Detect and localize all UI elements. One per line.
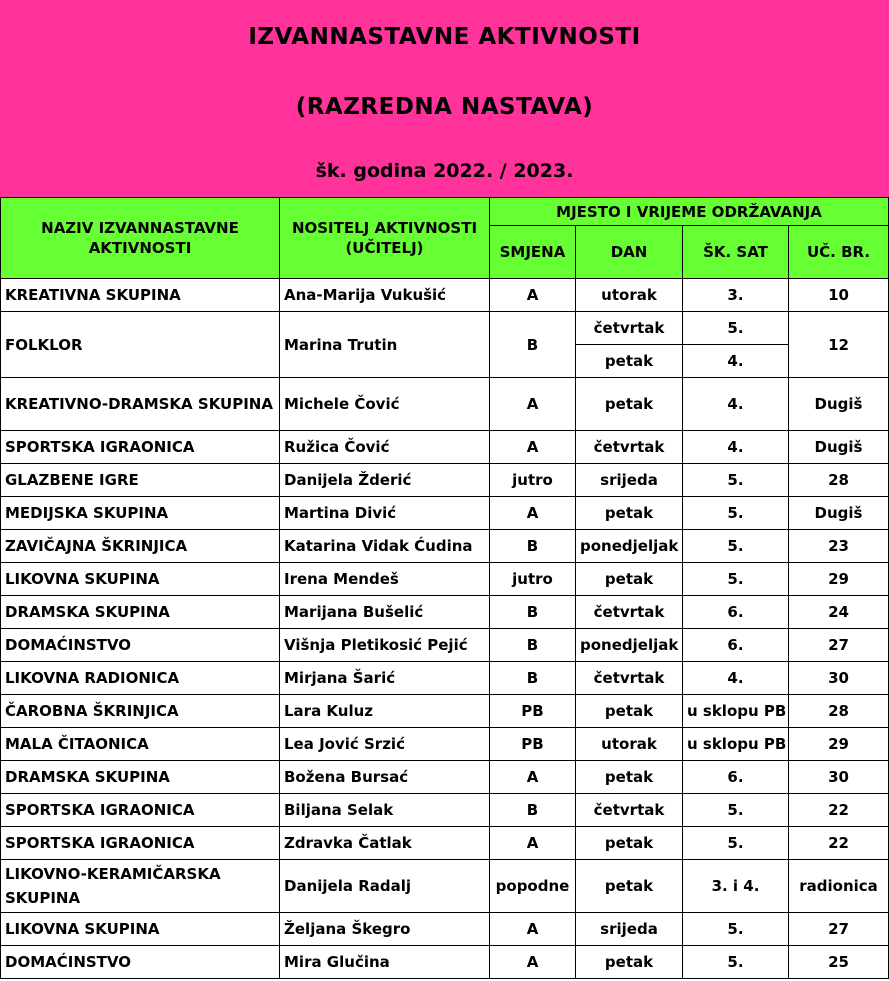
- teacher-cell: Ana-Marija Vukušić: [280, 279, 490, 312]
- room-cell: 23: [789, 530, 889, 563]
- shift-cell: B: [490, 662, 576, 695]
- activity-cell: SPORTSKA IGRAONICA: [1, 827, 280, 860]
- room-cell: radionica: [789, 860, 889, 913]
- period-cell: 3. i 4.: [683, 860, 789, 913]
- period-cell: 4.: [683, 378, 789, 431]
- period-cell: u sklopu PB: [683, 728, 789, 761]
- room-cell: Dugiš: [789, 497, 889, 530]
- teacher-cell: Željana Škegro: [280, 913, 490, 946]
- shift-cell: B: [490, 312, 576, 378]
- table-row: [1, 827, 889, 860]
- day-cell: petak: [576, 378, 683, 431]
- shift-cell: A: [490, 761, 576, 794]
- table-row: [1, 913, 889, 946]
- teacher-cell: Michele Čović: [280, 378, 490, 431]
- table-row: [1, 563, 889, 596]
- table-row: [1, 530, 889, 563]
- activity-cell: LIKOVNO-KERAMIČARSKA SKUPINA: [1, 860, 280, 913]
- teacher-cell: Danijela Radalj: [280, 860, 490, 913]
- day-cell: četvrtak: [576, 662, 683, 695]
- period-cell: 5.: [683, 946, 789, 979]
- header-teacher: NOSITELJ AKTIVNOSTI (UČITELJ): [280, 198, 490, 279]
- day-cell: petak: [576, 695, 683, 728]
- activity-cell: ČAROBNA ŠKRINJICA: [1, 695, 280, 728]
- period-cell: u sklopu PB: [683, 695, 789, 728]
- period-cell: 5.: [683, 794, 789, 827]
- table-row: [1, 860, 889, 913]
- activity-cell: FOLKLOR: [1, 312, 280, 378]
- teacher-cell: Mirjana Šarić: [280, 662, 490, 695]
- teacher-cell: Božena Bursać: [280, 761, 490, 794]
- shift-cell: A: [490, 431, 576, 464]
- room-cell: 29: [789, 728, 889, 761]
- header-room: UČ. BR.: [789, 226, 889, 279]
- activity-cell: KREATIVNO-DRAMSKA SKUPINA: [1, 378, 280, 431]
- period-cell: 5.: [683, 464, 789, 497]
- activity-cell: KREATIVNA SKUPINA: [1, 279, 280, 312]
- day-cell: petak: [576, 860, 683, 913]
- teacher-cell: Martina Divić: [280, 497, 490, 530]
- room-cell: Dugiš: [789, 378, 889, 431]
- activity-cell: LIKOVNA SKUPINA: [1, 913, 280, 946]
- day-cell: četvrtak: [576, 596, 683, 629]
- teacher-cell: Višnja Pletikosić Pejić: [280, 629, 490, 662]
- shift-cell: jutro: [490, 563, 576, 596]
- shift-cell: A: [490, 279, 576, 312]
- shift-cell: A: [490, 378, 576, 431]
- day-cell: utorak: [576, 728, 683, 761]
- shift-cell: jutro: [490, 464, 576, 497]
- shift-cell: PB: [490, 695, 576, 728]
- room-cell: 22: [789, 794, 889, 827]
- table-row: [1, 378, 889, 431]
- teacher-cell: Irena Mendeš: [280, 563, 490, 596]
- period-cell: 5.: [683, 563, 789, 596]
- room-cell: 30: [789, 761, 889, 794]
- activity-cell: ZAVIČAJNA ŠKRINJICA: [1, 530, 280, 563]
- shift-cell: B: [490, 794, 576, 827]
- teacher-cell: Marijana Bušelić: [280, 596, 490, 629]
- room-cell: 22: [789, 827, 889, 860]
- table-row: [1, 761, 889, 794]
- day-cell: petak: [576, 497, 683, 530]
- day-cell: srijeda: [576, 913, 683, 946]
- activity-cell: MEDIJSKA SKUPINA: [1, 497, 280, 530]
- day-cell: utorak: [576, 279, 683, 312]
- teacher-cell: Mira Glučina: [280, 946, 490, 979]
- period-cell: 4.: [683, 662, 789, 695]
- table-row: [1, 794, 889, 827]
- title-banner: [0, 0, 889, 197]
- teacher-cell: Ružica Čović: [280, 431, 490, 464]
- room-cell: 25: [789, 946, 889, 979]
- day-cell: petak: [576, 345, 683, 378]
- period-cell: 4.: [683, 431, 789, 464]
- teacher-cell: Marina Trutin: [280, 312, 490, 378]
- table-row: [1, 431, 889, 464]
- page-title: IZVANNASTAVNE AKTIVNOSTI: [248, 24, 641, 50]
- activity-cell: SPORTSKA IGRAONICA: [1, 794, 280, 827]
- activity-cell: DRAMSKA SKUPINA: [1, 596, 280, 629]
- teacher-cell: Katarina Vidak Ćudina: [280, 530, 490, 563]
- period-cell: 3.: [683, 279, 789, 312]
- period-cell: 6.: [683, 761, 789, 794]
- room-cell: 29: [789, 563, 889, 596]
- period-cell: 5.: [683, 827, 789, 860]
- day-cell: srijeda: [576, 464, 683, 497]
- day-cell: petak: [576, 563, 683, 596]
- page-subtitle: (RAZREDNA NASTAVA): [295, 94, 594, 120]
- table-row: [1, 695, 889, 728]
- day-cell: ponedjeljak: [576, 629, 683, 662]
- room-cell: 28: [789, 695, 889, 728]
- room-cell: 24: [789, 596, 889, 629]
- period-cell: 5.: [683, 312, 789, 345]
- day-cell: petak: [576, 761, 683, 794]
- room-cell: 27: [789, 629, 889, 662]
- table-row: [1, 629, 889, 662]
- table-row: [1, 662, 889, 695]
- period-cell: 6.: [683, 629, 789, 662]
- room-cell: 30: [789, 662, 889, 695]
- room-cell: 27: [789, 913, 889, 946]
- day-cell: četvrtak: [576, 431, 683, 464]
- room-cell: 10: [789, 279, 889, 312]
- day-cell: četvrtak: [576, 794, 683, 827]
- shift-cell: A: [490, 913, 576, 946]
- activity-cell: SPORTSKA IGRAONICA: [1, 431, 280, 464]
- day-cell: petak: [576, 827, 683, 860]
- activity-cell: LIKOVNA RADIONICA: [1, 662, 280, 695]
- shift-cell: A: [490, 946, 576, 979]
- table-row: [1, 596, 889, 629]
- period-cell: 5.: [683, 913, 789, 946]
- table-row: [1, 464, 889, 497]
- shift-cell: popodne: [490, 860, 576, 913]
- activity-cell: MALA ČITAONICA: [1, 728, 280, 761]
- period-cell: 4.: [683, 345, 789, 378]
- activities-table: [0, 197, 889, 979]
- table-row: [1, 497, 889, 530]
- header-place-time: MJESTO I VRIJEME ODRŽAVANJA: [490, 198, 889, 226]
- activity-cell: LIKOVNA SKUPINA: [1, 563, 280, 596]
- header-shift: SMJENA: [490, 226, 576, 279]
- room-cell: Dugiš: [789, 431, 889, 464]
- header-activity: NAZIV IZVANNASTAVNE AKTIVNOSTI: [1, 198, 280, 279]
- teacher-cell: Lara Kuluz: [280, 695, 490, 728]
- activity-cell: GLAZBENE IGRE: [1, 464, 280, 497]
- room-cell: 28: [789, 464, 889, 497]
- shift-cell: B: [490, 629, 576, 662]
- room-cell: 12: [789, 312, 889, 378]
- teacher-cell: Biljana Selak: [280, 794, 490, 827]
- activity-cell: DRAMSKA SKUPINA: [1, 761, 280, 794]
- table-row: [1, 728, 889, 761]
- shift-cell: B: [490, 530, 576, 563]
- header-day: DAN: [576, 226, 683, 279]
- day-cell: četvrtak: [576, 312, 683, 345]
- teacher-cell: Lea Jović Srzić: [280, 728, 490, 761]
- header-period: ŠK. SAT: [683, 226, 789, 279]
- period-cell: 5.: [683, 497, 789, 530]
- period-cell: 5.: [683, 530, 789, 563]
- shift-cell: A: [490, 497, 576, 530]
- school-year: šk. godina 2022. / 2023.: [315, 160, 574, 182]
- activity-cell: DOMAĆINSTVO: [1, 629, 280, 662]
- shift-cell: PB: [490, 728, 576, 761]
- table-row: [1, 312, 889, 345]
- day-cell: petak: [576, 946, 683, 979]
- teacher-cell: Zdravka Čatlak: [280, 827, 490, 860]
- teacher-cell: Danijela Žderić: [280, 464, 490, 497]
- day-cell: ponedjeljak: [576, 530, 683, 563]
- table-row: [1, 279, 889, 312]
- activity-cell: DOMAĆINSTVO: [1, 946, 280, 979]
- table-row: [1, 946, 889, 979]
- shift-cell: A: [490, 827, 576, 860]
- shift-cell: B: [490, 596, 576, 629]
- period-cell: 6.: [683, 596, 789, 629]
